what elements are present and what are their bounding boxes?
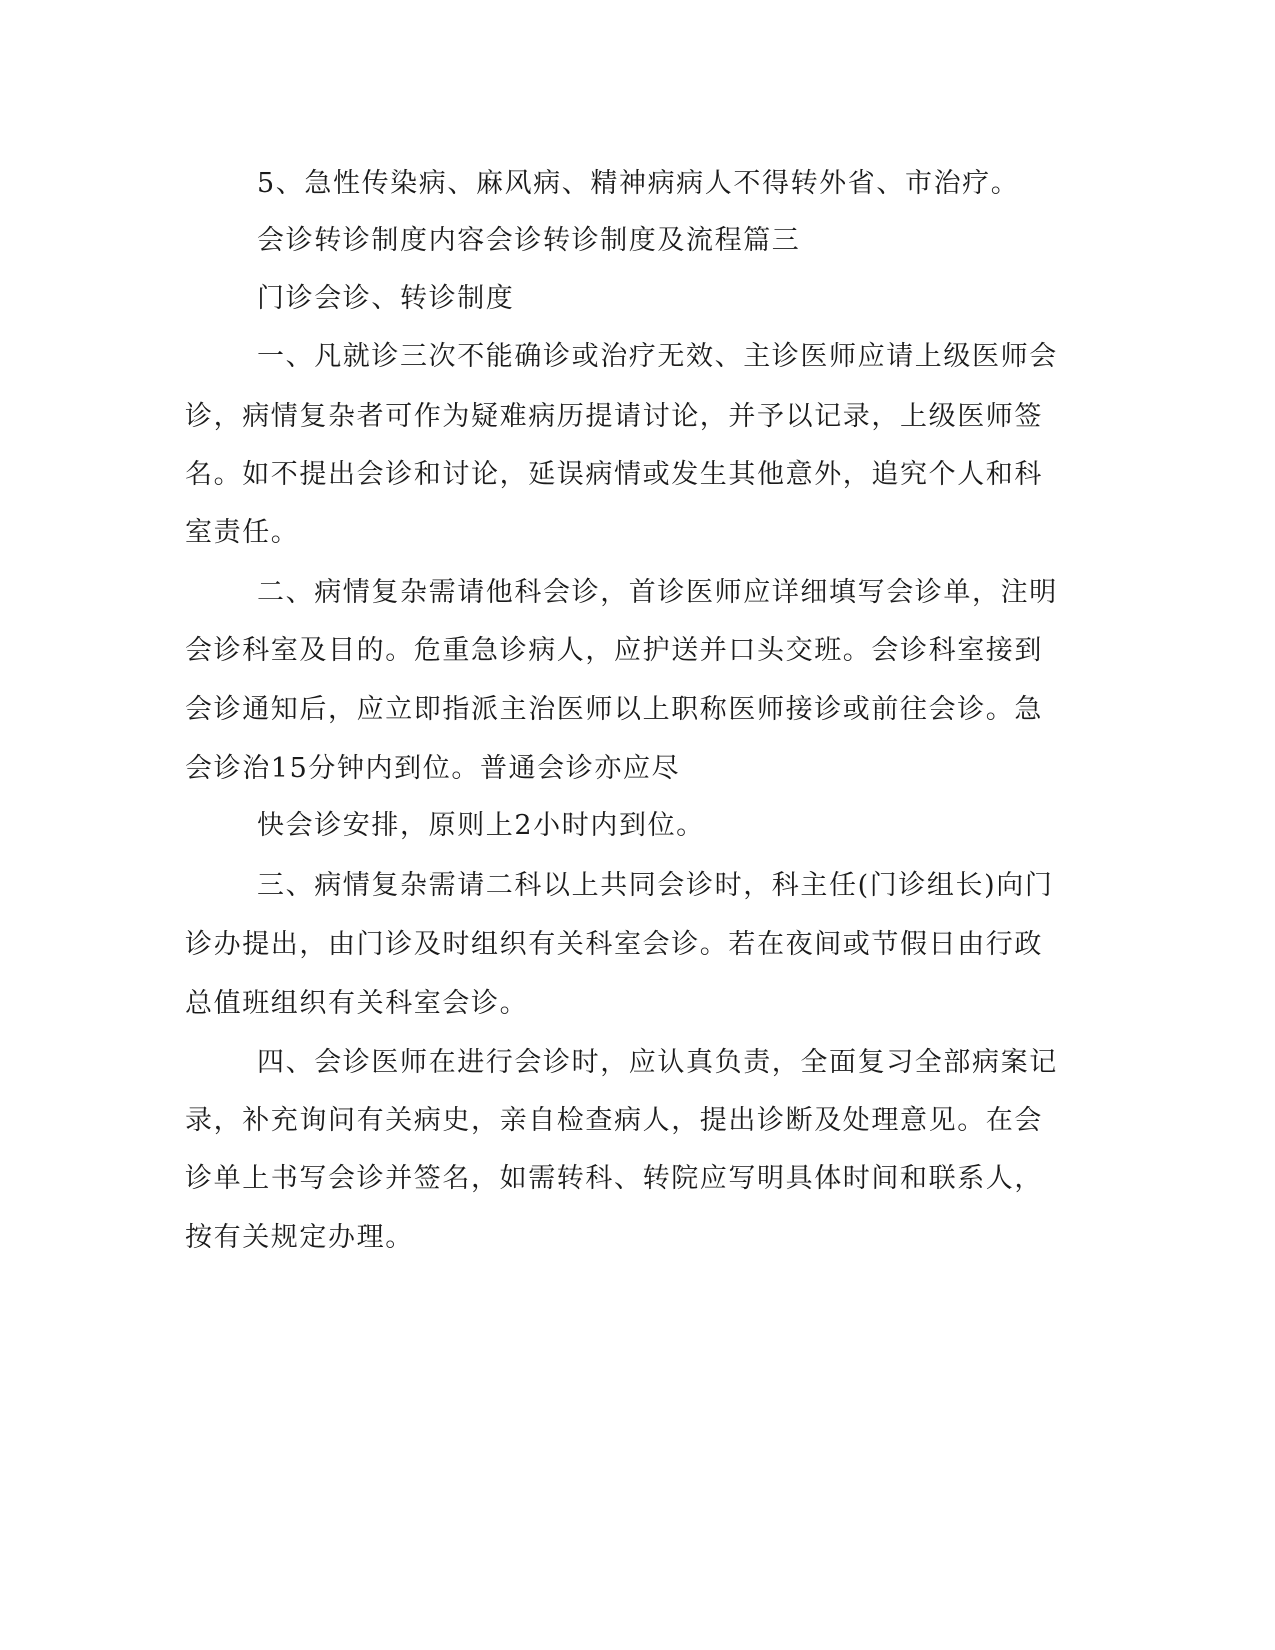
paragraph-2-line-5: 快会诊安排，原则上2小时内到位。 <box>257 810 705 841</box>
paragraph-4-line-2: 录，补充询问有关病史，亲自检查病人，提出诊断及处理意见。在会 <box>185 1105 1043 1136</box>
paragraph-2-line-4: 会诊治15分钟内到位。普通会诊亦应尽 <box>185 753 681 784</box>
paragraph-4-line-1: 四、会诊医师在进行会诊时，应认真负责，全面复习全部病案记 <box>257 1047 1058 1078</box>
paragraph-2-line-2: 会诊科室及目的。危重急诊病人，应护送并口头交班。会诊科室接到 <box>185 635 1043 666</box>
paragraph-3-line-3: 总值班组织有关科室会诊。 <box>185 988 529 1019</box>
section-title: 会诊转诊制度内容会诊转诊制度及流程篇三 <box>257 225 801 256</box>
document-heading: 门诊会诊、转诊制度 <box>257 283 515 314</box>
paragraph-1-line-3: 名。如不提出会诊和讨论，延误病情或发生其他意外，追究个人和科 <box>185 459 1043 490</box>
paragraph-2-line-3: 会诊通知后，应立即指派主治医师以上职称医师接诊或前往会诊。急 <box>185 694 1043 725</box>
paragraph-1-line-1: 一、凡就诊三次不能确诊或治疗无效、主诊医师应请上级医师会 <box>257 341 1058 372</box>
paragraph-3-line-2: 诊办提出，由门诊及时组织有关科室会诊。若在夜间或节假日由行政 <box>185 929 1043 960</box>
paragraph-4-line-3: 诊单上书写会诊并签名，如需转科、转院应写明具体时间和联系人， <box>185 1163 1043 1194</box>
paragraph-1-line-2: 诊，病情复杂者可作为疑难病历提请讨论，并予以记录，上级医师签 <box>185 401 1043 432</box>
paragraph-3-line-1: 三、病情复杂需请二科以上共同会诊时，科主任(门诊组长)向门 <box>257 870 1054 901</box>
paragraph-1-line-4: 室责任。 <box>185 517 300 548</box>
paragraph-4-line-4: 按有关规定办理。 <box>185 1222 414 1253</box>
text-line-rule-5: 5、急性传染病、麻风病、精神病病人不得转外省、市治疗。 <box>257 168 1020 199</box>
paragraph-2-line-1: 二、病情复杂需请他科会诊，首诊医师应详细填写会诊单，注明 <box>257 577 1058 608</box>
